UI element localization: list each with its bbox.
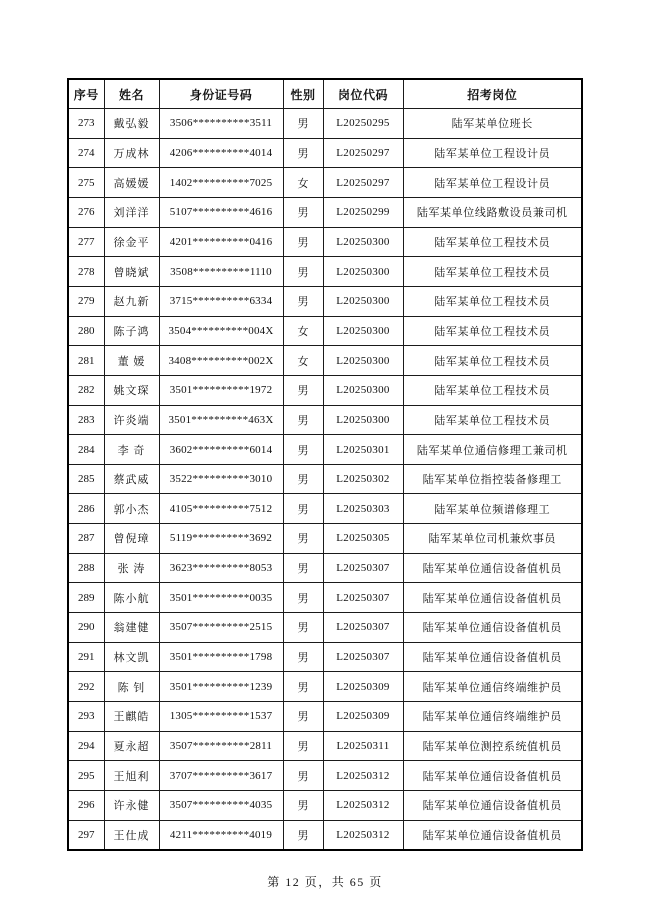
cell-gender: 男 bbox=[283, 375, 323, 405]
table-row bbox=[68, 553, 582, 583]
page-number-footer: 第 12 页，共 65 页 bbox=[267, 875, 383, 889]
cell-job-title: 陆军某单位通信设备值机员 bbox=[403, 820, 582, 850]
table-row bbox=[68, 227, 582, 257]
cell-name: 王仕成 bbox=[104, 820, 159, 850]
cell-id-number: 3408**********002X bbox=[159, 346, 283, 376]
cell-index: 279 bbox=[68, 286, 104, 316]
cell-name: 蔡武威 bbox=[104, 464, 159, 494]
cell-id-number: 3507**********2811 bbox=[159, 731, 283, 761]
cell-id-number: 1305**********1537 bbox=[159, 701, 283, 731]
cell-id-number: 5119**********3692 bbox=[159, 524, 283, 554]
table-row bbox=[68, 316, 582, 346]
cell-name: 翁建健 bbox=[104, 613, 159, 643]
cell-index: 273 bbox=[68, 109, 104, 139]
table-row bbox=[68, 405, 582, 435]
cell-job-code: L20250312 bbox=[323, 761, 403, 791]
table-row bbox=[68, 731, 582, 761]
cell-job-title: 陆军某单位工程技术员 bbox=[403, 375, 582, 405]
cell-id-number: 3623**********8053 bbox=[159, 553, 283, 583]
cell-index: 296 bbox=[68, 790, 104, 820]
table-row bbox=[68, 761, 582, 791]
cell-index: 294 bbox=[68, 731, 104, 761]
cell-name: 许炎端 bbox=[104, 405, 159, 435]
cell-job-code: L20250299 bbox=[323, 198, 403, 228]
cell-index: 278 bbox=[68, 257, 104, 287]
cell-gender: 男 bbox=[283, 138, 323, 168]
table-row bbox=[68, 375, 582, 405]
cell-job-title: 陆军某单位指控装备修理工 bbox=[403, 464, 582, 494]
cell-name: 张 涛 bbox=[104, 553, 159, 583]
table-row bbox=[68, 198, 582, 228]
cell-job-code: L20250312 bbox=[323, 790, 403, 820]
cell-gender: 男 bbox=[283, 642, 323, 672]
cell-name: 徐金平 bbox=[104, 227, 159, 257]
table-row bbox=[68, 790, 582, 820]
cell-gender: 男 bbox=[283, 435, 323, 465]
cell-job-code: L20250297 bbox=[323, 138, 403, 168]
cell-index: 277 bbox=[68, 227, 104, 257]
cell-job-code: L20250300 bbox=[323, 375, 403, 405]
cell-index: 291 bbox=[68, 642, 104, 672]
cell-job-title: 陆军某单位通信设备值机员 bbox=[403, 583, 582, 613]
table-row bbox=[68, 109, 582, 139]
cell-job-code: L20250300 bbox=[323, 257, 403, 287]
cell-job-code: L20250301 bbox=[323, 435, 403, 465]
cell-gender: 男 bbox=[283, 820, 323, 850]
cell-job-title: 陆军某单位通信设备值机员 bbox=[403, 553, 582, 583]
cell-id-number: 4206**********4014 bbox=[159, 138, 283, 168]
cell-id-number: 1402**********7025 bbox=[159, 168, 283, 198]
cell-gender: 男 bbox=[283, 464, 323, 494]
table-row bbox=[68, 583, 582, 613]
cell-job-title: 陆军某单位工程技术员 bbox=[403, 257, 582, 287]
cell-job-code: L20250297 bbox=[323, 168, 403, 198]
cell-gender: 男 bbox=[283, 494, 323, 524]
cell-name: 董 媛 bbox=[104, 346, 159, 376]
cell-id-number: 3707**********3617 bbox=[159, 761, 283, 791]
cell-job-code: L20250307 bbox=[323, 553, 403, 583]
cell-job-code: L20250311 bbox=[323, 731, 403, 761]
cell-id-number: 3501**********1239 bbox=[159, 672, 283, 702]
cell-job-code: L20250309 bbox=[323, 701, 403, 731]
cell-id-number: 3501**********0035 bbox=[159, 583, 283, 613]
cell-job-title: 陆军某单位测控系统值机员 bbox=[403, 731, 582, 761]
cell-gender: 男 bbox=[283, 109, 323, 139]
cell-index: 288 bbox=[68, 553, 104, 583]
cell-job-code: L20250300 bbox=[323, 405, 403, 435]
cell-name: 林文凯 bbox=[104, 642, 159, 672]
cell-gender: 男 bbox=[283, 790, 323, 820]
cell-index: 282 bbox=[68, 375, 104, 405]
table-row bbox=[68, 346, 582, 376]
cell-name: 王旭利 bbox=[104, 761, 159, 791]
cell-gender: 男 bbox=[283, 761, 323, 791]
cell-job-code: L20250300 bbox=[323, 346, 403, 376]
table-row bbox=[68, 494, 582, 524]
cell-gender: 男 bbox=[283, 257, 323, 287]
cell-id-number: 3506**********3511 bbox=[159, 109, 283, 139]
cell-index: 287 bbox=[68, 524, 104, 554]
cell-index: 289 bbox=[68, 583, 104, 613]
col-header-id-number: 身份证号码 bbox=[159, 79, 283, 109]
cell-id-number: 3507**********2515 bbox=[159, 613, 283, 643]
cell-name: 王麒皓 bbox=[104, 701, 159, 731]
cell-gender: 女 bbox=[283, 346, 323, 376]
cell-job-code: L20250295 bbox=[323, 109, 403, 139]
col-header-name: 姓名 bbox=[104, 79, 159, 109]
cell-job-code: L20250300 bbox=[323, 316, 403, 346]
cell-name: 陈子鸿 bbox=[104, 316, 159, 346]
cell-index: 284 bbox=[68, 435, 104, 465]
cell-job-title: 陆军某单位司机兼炊事员 bbox=[403, 524, 582, 554]
cell-job-title: 陆军某单位班长 bbox=[403, 109, 582, 139]
cell-gender: 男 bbox=[283, 583, 323, 613]
cell-name: 赵九新 bbox=[104, 286, 159, 316]
cell-id-number: 4105**********7512 bbox=[159, 494, 283, 524]
table-row bbox=[68, 138, 582, 168]
table-row bbox=[68, 286, 582, 316]
cell-id-number: 4201**********0416 bbox=[159, 227, 283, 257]
cell-gender: 女 bbox=[283, 168, 323, 198]
cell-id-number: 3501**********463X bbox=[159, 405, 283, 435]
cell-index: 286 bbox=[68, 494, 104, 524]
cell-index: 293 bbox=[68, 701, 104, 731]
cell-job-title: 陆军某单位工程设计员 bbox=[403, 168, 582, 198]
table-row bbox=[68, 257, 582, 287]
cell-name: 曾晓斌 bbox=[104, 257, 159, 287]
cell-name: 郭小杰 bbox=[104, 494, 159, 524]
cell-gender: 男 bbox=[283, 731, 323, 761]
cell-id-number: 4211**********4019 bbox=[159, 820, 283, 850]
cell-job-code: L20250312 bbox=[323, 820, 403, 850]
cell-index: 280 bbox=[68, 316, 104, 346]
cell-name: 李 奇 bbox=[104, 435, 159, 465]
cell-index: 285 bbox=[68, 464, 104, 494]
cell-id-number: 3508**********1110 bbox=[159, 257, 283, 287]
cell-id-number: 5107**********4616 bbox=[159, 198, 283, 228]
cell-id-number: 3507**********4035 bbox=[159, 790, 283, 820]
candidate-roster-table bbox=[67, 78, 583, 851]
col-header-index: 序号 bbox=[68, 79, 104, 109]
cell-index: 297 bbox=[68, 820, 104, 850]
cell-name: 万成林 bbox=[104, 138, 159, 168]
cell-gender: 男 bbox=[283, 227, 323, 257]
cell-name: 戴弘毅 bbox=[104, 109, 159, 139]
cell-job-title: 陆军某单位通信设备值机员 bbox=[403, 761, 582, 791]
cell-name: 刘洋洋 bbox=[104, 198, 159, 228]
cell-name: 陈 钊 bbox=[104, 672, 159, 702]
cell-name: 许永健 bbox=[104, 790, 159, 820]
table-row bbox=[68, 524, 582, 554]
cell-name: 姚文琛 bbox=[104, 375, 159, 405]
cell-job-title: 陆军某单位工程技术员 bbox=[403, 405, 582, 435]
table-row bbox=[68, 435, 582, 465]
cell-job-code: L20250305 bbox=[323, 524, 403, 554]
cell-job-title: 陆军某单位工程设计员 bbox=[403, 138, 582, 168]
table-header-row bbox=[68, 79, 582, 109]
cell-job-code: L20250307 bbox=[323, 642, 403, 672]
cell-name: 高媛媛 bbox=[104, 168, 159, 198]
cell-id-number: 3602**********6014 bbox=[159, 435, 283, 465]
cell-job-title: 陆军某单位工程技术员 bbox=[403, 316, 582, 346]
cell-gender: 女 bbox=[283, 316, 323, 346]
cell-gender: 男 bbox=[283, 672, 323, 702]
table-row bbox=[68, 642, 582, 672]
table-row bbox=[68, 820, 582, 850]
cell-id-number: 3501**********1972 bbox=[159, 375, 283, 405]
cell-index: 290 bbox=[68, 613, 104, 643]
cell-job-title: 陆军某单位工程技术员 bbox=[403, 286, 582, 316]
cell-gender: 男 bbox=[283, 286, 323, 316]
cell-job-code: L20250307 bbox=[323, 613, 403, 643]
cell-gender: 男 bbox=[283, 524, 323, 554]
cell-job-title: 陆军某单位通信终端维护员 bbox=[403, 672, 582, 702]
cell-job-title: 陆军某单位线路敷设员兼司机 bbox=[403, 198, 582, 228]
cell-index: 274 bbox=[68, 138, 104, 168]
cell-job-code: L20250300 bbox=[323, 227, 403, 257]
cell-job-title: 陆军某单位工程技术员 bbox=[403, 227, 582, 257]
cell-index: 276 bbox=[68, 198, 104, 228]
cell-gender: 男 bbox=[283, 553, 323, 583]
col-header-job-title: 招考岗位 bbox=[403, 79, 582, 109]
cell-index: 283 bbox=[68, 405, 104, 435]
cell-name: 夏永超 bbox=[104, 731, 159, 761]
cell-job-code: L20250309 bbox=[323, 672, 403, 702]
cell-job-title: 陆军某单位通信设备值机员 bbox=[403, 790, 582, 820]
table-row bbox=[68, 168, 582, 198]
cell-id-number: 3715**********6334 bbox=[159, 286, 283, 316]
table-row bbox=[68, 613, 582, 643]
cell-gender: 男 bbox=[283, 701, 323, 731]
cell-job-title: 陆军某单位通信设备值机员 bbox=[403, 613, 582, 643]
cell-job-title: 陆军某单位工程技术员 bbox=[403, 346, 582, 376]
cell-job-code: L20250307 bbox=[323, 583, 403, 613]
cell-job-code: L20250300 bbox=[323, 286, 403, 316]
cell-job-title: 陆军某单位通信修理工兼司机 bbox=[403, 435, 582, 465]
cell-index: 275 bbox=[68, 168, 104, 198]
table-row bbox=[68, 701, 582, 731]
table-row bbox=[68, 672, 582, 702]
cell-id-number: 3522**********3010 bbox=[159, 464, 283, 494]
cell-id-number: 3501**********1798 bbox=[159, 642, 283, 672]
cell-index: 292 bbox=[68, 672, 104, 702]
cell-name: 曾倪璋 bbox=[104, 524, 159, 554]
table-row bbox=[68, 464, 582, 494]
cell-gender: 男 bbox=[283, 405, 323, 435]
col-header-gender: 性别 bbox=[283, 79, 323, 109]
cell-job-code: L20250302 bbox=[323, 464, 403, 494]
col-header-job-code: 岗位代码 bbox=[323, 79, 403, 109]
cell-job-title: 陆军某单位通信终端维护员 bbox=[403, 701, 582, 731]
cell-index: 295 bbox=[68, 761, 104, 791]
cell-job-title: 陆军某单位通信设备值机员 bbox=[403, 642, 582, 672]
cell-job-code: L20250303 bbox=[323, 494, 403, 524]
cell-name: 陈小航 bbox=[104, 583, 159, 613]
cell-gender: 男 bbox=[283, 613, 323, 643]
cell-index: 281 bbox=[68, 346, 104, 376]
cell-id-number: 3504**********004X bbox=[159, 316, 283, 346]
cell-gender: 男 bbox=[283, 198, 323, 228]
cell-job-title: 陆军某单位频谱修理工 bbox=[403, 494, 582, 524]
